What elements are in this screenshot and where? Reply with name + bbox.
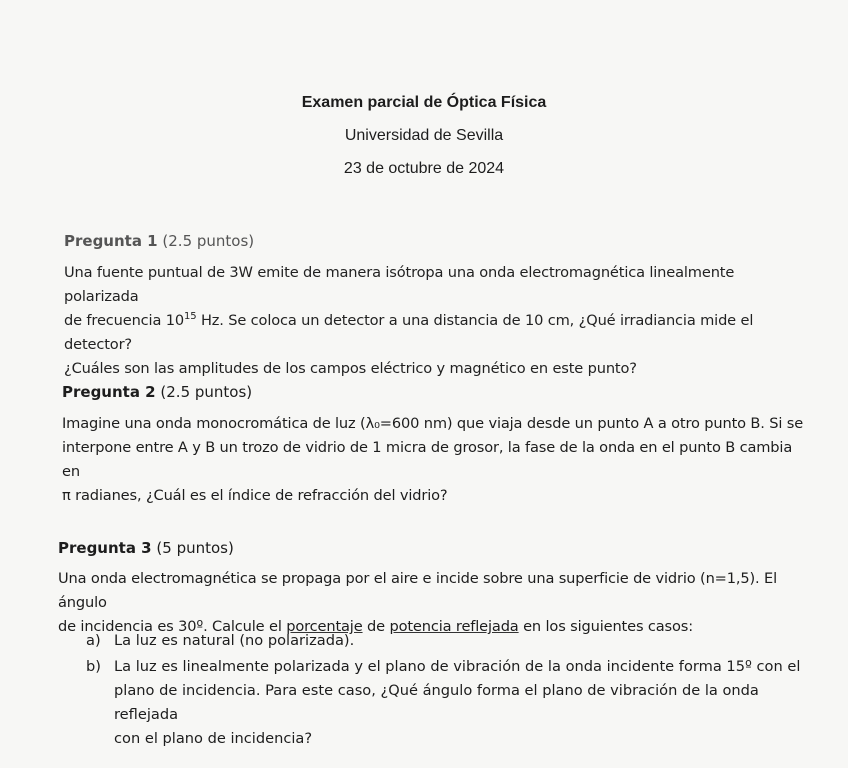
list-item-line3: con el plano de incidencia? — [114, 730, 313, 747]
q2-title: Pregunta 2 — [62, 383, 156, 401]
q1-text — [64, 261, 808, 381]
q2-line2: interpone entre A y B un trozo de vidrio de 1 micra de grosor, la fase de la onda en el punto B cambia en — [62, 439, 793, 480]
institution: Universidad de Sevilla — [344, 127, 504, 144]
q1-title: Pregunta 1 — [64, 232, 158, 250]
q2-line1: Imagine una onda monocromática de luz (λ₀=600 nm) que viaja desde un punto A a otro punto B. Si se — [62, 415, 804, 432]
list-item-text: La luz es natural (no polarizada). — [114, 632, 355, 649]
q1-line2-b: Hz. Se coloca un detector a una distancia de 10 cm, ¿Qué irradiancia mide el detector? — [64, 312, 754, 353]
q2-text — [62, 412, 812, 508]
q2-points: (2.5 puntos) — [160, 383, 253, 401]
q3-title: Pregunta 3 — [58, 539, 152, 557]
q3-underlined-power: potencia reflejada — [389, 618, 519, 635]
exam-title: Examen parcial de Óptica Física — [301, 94, 547, 111]
q1-points: (2.5 puntos) — [162, 232, 255, 250]
q3-line2-b: de — [362, 618, 390, 635]
q1-exponent: 15 — [184, 311, 197, 323]
q3-heading — [58, 539, 234, 557]
list-item — [58, 629, 818, 653]
q1-line1: Una fuente puntual de 3W emite de manera isótropa una onda electromagnética linealmente polarizada — [64, 264, 735, 305]
q1-line2 — [64, 309, 808, 357]
list-marker: a) — [86, 632, 101, 649]
q3-underlined-percentage: porcentaje — [286, 618, 363, 635]
q3-line2-c: en los siguientes casos: — [518, 618, 694, 635]
q1-line3: ¿Cuáles son las amplitudes de los campos eléctrico y magnético en este punto? — [64, 360, 637, 377]
list-item — [58, 655, 818, 751]
q1-heading — [64, 232, 254, 250]
q2-line3: π radianes, ¿Cuál es el índice de refracción del vidrio? — [62, 487, 448, 504]
q3-line2-a: de incidencia es 30º. Calcule el — [58, 618, 287, 635]
exam-date: 23 de octubre de 2024 — [343, 160, 505, 177]
q3-cases-list — [58, 629, 818, 751]
list-item-line1: La luz es linealmente polarizada y el plano de vibración de la onda incidente forma 15º con el — [114, 658, 801, 675]
list-marker: b) — [86, 658, 101, 675]
list-item-line2: plano de incidencia. Para este caso, ¿Qué ángulo forma el plano de vibración de la onda reflejada — [114, 682, 759, 723]
q3-points: (5 puntos) — [156, 539, 234, 557]
q3-line1: Una onda electromagnética se propaga por el aire e incide sobre una superficie de vidrio (n=1,5). El ángulo — [58, 570, 777, 611]
q1-line2-a: de frecuencia 10 — [64, 312, 185, 329]
q2-heading — [62, 383, 252, 401]
